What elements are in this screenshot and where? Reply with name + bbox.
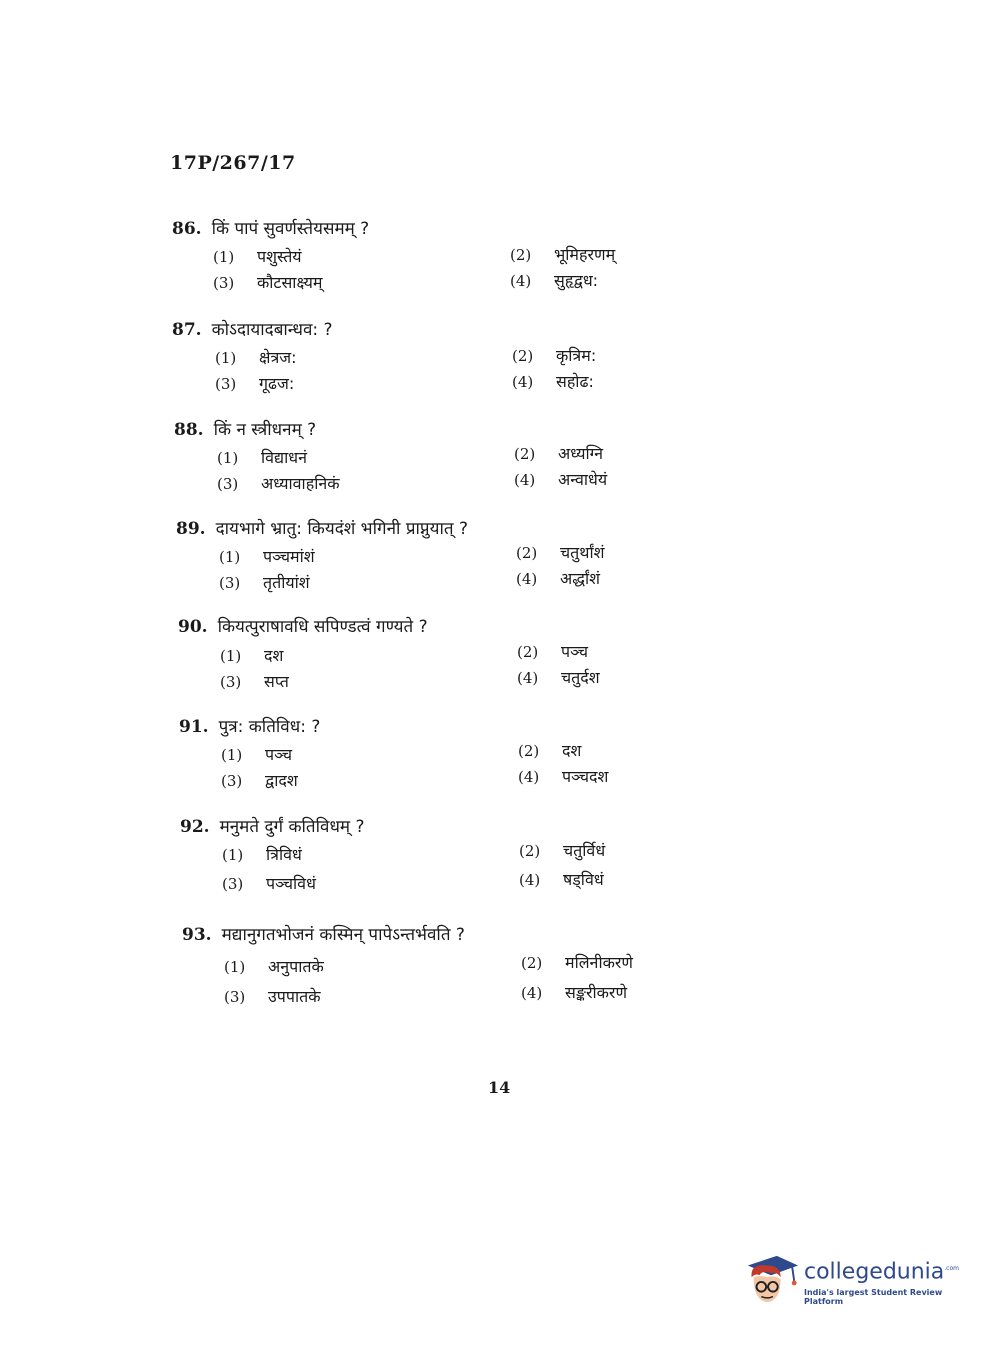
brand-tagline: India's largest Student Review Platform bbox=[804, 1287, 943, 1306]
question-text: मद्यानुगतभोजनं कस्मिन् पापेऽन्तर्भवति ? bbox=[221, 925, 465, 945]
option-92-4 bbox=[519, 868, 604, 890]
option-89-2 bbox=[516, 541, 605, 563]
question-text: किं न स्त्रीधनम् ? bbox=[213, 420, 317, 440]
option-number: (2) bbox=[517, 643, 539, 661]
question-number: 92. bbox=[180, 817, 210, 837]
option-number: (1) bbox=[219, 548, 241, 566]
option-90-3 bbox=[220, 670, 289, 692]
collegedunia-watermark bbox=[742, 1250, 972, 1312]
option-number: (1) bbox=[222, 846, 244, 864]
option-number: (4) bbox=[518, 768, 540, 786]
option-text: विद्याधनं bbox=[261, 448, 307, 467]
student-mascot-icon bbox=[742, 1252, 800, 1310]
option-87-2 bbox=[512, 344, 596, 366]
option-number: (1) bbox=[224, 958, 246, 976]
question-text: मनुमते दुर्गं कतिविधम् ? bbox=[219, 817, 365, 837]
question-90 bbox=[178, 614, 698, 640]
option-89-3 bbox=[219, 571, 310, 593]
option-89-1 bbox=[219, 545, 315, 567]
question-text: किं पापं सुवर्णस्तेयसमम् ? bbox=[211, 219, 370, 239]
option-text: पञ्चमांशं bbox=[263, 547, 315, 566]
option-text: चतुर्विधं bbox=[563, 841, 606, 860]
option-text: भूमिहरणम् bbox=[554, 245, 616, 264]
question-number: 93. bbox=[182, 925, 212, 945]
option-text: अध्यग्नि bbox=[558, 444, 604, 463]
option-number: (1) bbox=[215, 349, 237, 367]
option-86-2 bbox=[510, 243, 615, 265]
option-87-4 bbox=[512, 370, 594, 392]
option-text: सङ्करीकरणे bbox=[565, 983, 628, 1002]
question-86 bbox=[172, 216, 692, 242]
option-93-3 bbox=[224, 985, 321, 1007]
option-92-2 bbox=[519, 839, 605, 861]
option-number: (2) bbox=[514, 445, 536, 463]
option-number: (2) bbox=[519, 842, 541, 860]
question-number: 90. bbox=[178, 617, 208, 637]
option-88-4 bbox=[514, 468, 607, 490]
option-86-1 bbox=[213, 245, 302, 267]
question-number: 89. bbox=[176, 519, 206, 539]
option-87-1 bbox=[215, 346, 297, 368]
option-88-2 bbox=[514, 442, 603, 464]
option-number: (2) bbox=[521, 954, 543, 972]
option-number: (4) bbox=[519, 871, 541, 889]
option-text: उपपातके bbox=[268, 987, 321, 1006]
option-text: पञ्चविधं bbox=[266, 874, 316, 893]
option-number: (4) bbox=[517, 669, 539, 687]
option-text: क्षेत्रज: bbox=[259, 348, 297, 367]
option-text: दश bbox=[562, 741, 582, 760]
option-91-3 bbox=[221, 769, 298, 791]
option-number: (4) bbox=[516, 570, 538, 588]
option-text: द्वादश bbox=[265, 771, 298, 790]
option-number: (2) bbox=[510, 246, 532, 264]
option-number: (3) bbox=[219, 574, 241, 592]
option-93-1 bbox=[224, 955, 324, 977]
option-number: (3) bbox=[221, 772, 243, 790]
question-92 bbox=[180, 814, 700, 840]
option-91-2 bbox=[518, 739, 581, 761]
question-number: 86. bbox=[172, 219, 202, 239]
option-89-4 bbox=[516, 567, 600, 589]
option-number: (4) bbox=[521, 984, 543, 1002]
question-text: दायभागे भ्रातु: कियदंशं भगिनी प्राप्नुयात् ? bbox=[215, 519, 468, 539]
option-number: (3) bbox=[217, 475, 239, 493]
question-93 bbox=[182, 922, 702, 948]
option-text: पञ्चदश bbox=[562, 767, 609, 786]
question-91 bbox=[179, 714, 699, 740]
question-number: 87. bbox=[172, 320, 202, 340]
brand-name bbox=[804, 1256, 972, 1285]
question-number: 88. bbox=[174, 420, 204, 440]
option-88-1 bbox=[217, 446, 307, 468]
question-87 bbox=[172, 317, 692, 343]
option-93-4 bbox=[521, 981, 627, 1003]
option-number: (3) bbox=[224, 988, 246, 1006]
option-text: अध्यावाहनिकं bbox=[261, 474, 340, 493]
option-number: (1) bbox=[217, 449, 239, 467]
option-text: पशुस्तेयं bbox=[257, 247, 302, 266]
option-number: (3) bbox=[213, 274, 235, 292]
option-number: (3) bbox=[215, 375, 237, 393]
option-text: अर्द्धांशं bbox=[560, 569, 601, 588]
option-text: पञ्च bbox=[265, 745, 293, 764]
option-text: सप्त bbox=[264, 672, 289, 691]
option-text: चतुर्थांशं bbox=[560, 543, 605, 562]
option-86-4 bbox=[510, 269, 598, 291]
option-87-3 bbox=[215, 372, 294, 394]
option-text: कौटसाक्ष्यम् bbox=[257, 273, 323, 292]
question-88 bbox=[174, 417, 694, 443]
option-text: अन्वाधेयं bbox=[558, 470, 608, 489]
option-number: (4) bbox=[512, 373, 534, 391]
option-86-3 bbox=[213, 271, 322, 293]
option-number: (1) bbox=[213, 248, 235, 266]
option-number: (1) bbox=[220, 647, 242, 665]
question-text: कोऽदायादबान्धव: ? bbox=[211, 320, 333, 340]
option-text: गूढज: bbox=[259, 374, 295, 393]
option-91-1 bbox=[221, 743, 292, 765]
page-number: 14 bbox=[488, 1078, 511, 1097]
option-text: त्रिविधं bbox=[266, 845, 302, 864]
option-text: कृत्रिम: bbox=[556, 346, 597, 365]
option-number: (3) bbox=[222, 875, 244, 893]
option-90-4 bbox=[517, 666, 600, 688]
option-88-3 bbox=[217, 472, 340, 494]
question-text: पुत्र: कतिविध: ? bbox=[218, 717, 321, 737]
option-90-2 bbox=[517, 640, 588, 662]
brand-name-text: collegedunia bbox=[804, 1259, 945, 1285]
option-90-1 bbox=[220, 644, 283, 666]
option-91-4 bbox=[518, 765, 608, 787]
question-number: 91. bbox=[179, 717, 209, 737]
option-text: षड्विधं bbox=[563, 870, 604, 889]
option-text: तृतीयांशं bbox=[263, 573, 310, 592]
option-92-3 bbox=[222, 872, 316, 894]
brand-suffix: .com bbox=[944, 1265, 959, 1273]
option-number: (4) bbox=[514, 471, 536, 489]
option-number: (3) bbox=[220, 673, 242, 691]
option-text: अनुपातके bbox=[268, 957, 324, 976]
option-number: (2) bbox=[518, 742, 540, 760]
option-text: पञ्च bbox=[561, 642, 589, 661]
option-92-1 bbox=[222, 843, 302, 865]
option-number: (2) bbox=[516, 544, 538, 562]
option-number: (1) bbox=[221, 746, 243, 764]
question-text: कियत्पुराषावधि सपिण्डत्वं गण्यते ? bbox=[217, 617, 428, 637]
option-text: दश bbox=[264, 646, 284, 665]
option-text: मलिनीकरणे bbox=[565, 953, 633, 972]
option-number: (4) bbox=[510, 272, 532, 290]
paper-code: 17P/267/17 bbox=[170, 152, 296, 174]
option-text: सहोढ: bbox=[556, 372, 594, 391]
option-text: सुहृद्वध: bbox=[554, 271, 599, 290]
option-number: (2) bbox=[512, 347, 534, 365]
question-89 bbox=[176, 516, 696, 542]
option-text: चतुर्दश bbox=[561, 668, 600, 687]
option-93-2 bbox=[521, 951, 633, 973]
